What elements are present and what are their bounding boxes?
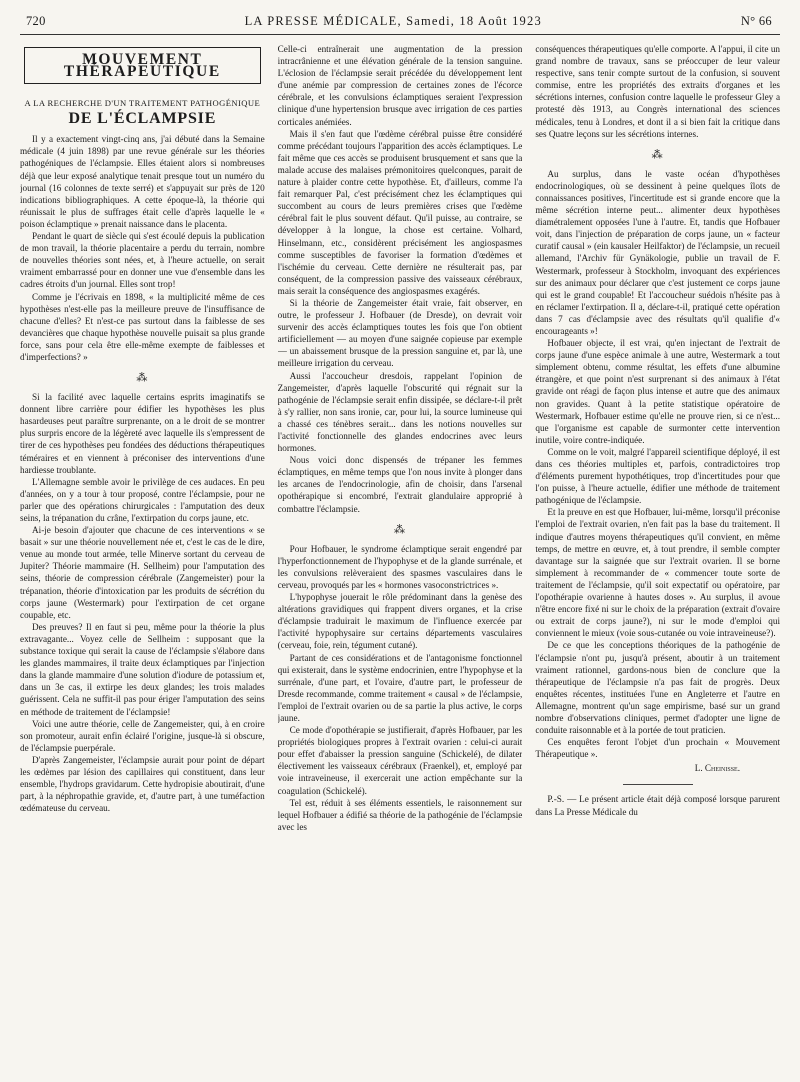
paragraph: Ce mode d'opothérapie se justifierait, d'après Hofbauer, par les propriétés biologiques propres à l'extrait ovarien : celui-ci aurait pour effet d'abaisser la pression sanguine (Schickelé), de dilater électivement les vaisseaux cérébraux (Fraenkel), et, employé par voie intraveineuse, il exercerait une action empêchante sur la coagulation (Schickelé).	[277, 725, 523, 796]
paragraph: conséquences thérapeutiques qu'elle comporte. A l'appui, il cite un grand nombre de travaux, sans se préoccuper de leur valeur respective, sans tenir compte surtout de la confusion, si souvent commise, entre les propriétés des extraits d'organes et les sécrétions internes, confusion contre laquelle le professeur Gley a protesté dès 1913, au Congrès international des sciences médicales, tenu à Londres, et dont il a si bien fait la critique dans ses Quatre leçons sur les sécrétions internes.	[535, 44, 781, 139]
paragraph: Hofbauer objecte, il est vrai, qu'en injectant de l'extrait de corps jaune d'une espèce animale à une autre, Westermark a tout simplement obtenu, comme résultat, les effets d'une albumine étrangère, et que point n'est surprenant si des animaux à l'état gravide ont réagi de façon plus intense et autre que des animaux non gravides. Quant à la petite statistique opératoire de Westermark, Hofbauer estime qu'elle ne prouve rien, si ce n'est... que l'organisme est capable de surmonter cette intervention inutile, voire contre-indiquée.	[535, 338, 781, 445]
paragraph: Au surplus, dans le vaste océan d'hypothèses endocrinologiques, où se dessinent à peine quelques îlots de connaissances positives, l'incertitude est si grande encore que la même sécrétion interne peut... alimenter deux hypothèses diamétralement opposées l'une à l'autre. Et, tandis que Hofbauer voit, dans l'injection de préparation de corps jaune, un « facteur curatif causal » (ein kausaler Heilfaktor) de l'éclampsie, un recueil allemand, l'Archiv für Gynäkologie, publie un travail de F. Westermark, professeur à Stockholm, invoquant des expériences sur des animaux pour déclarer que c'est justement ce corps jaune qui est le grand coupable! Et l'accoucheur suédois n'hésite pas à en réclamer l'extirpation. Il a, déclare-t-il, pratiqué cette opération dans 7 cas d'éclampsie avec des résultats qu'il qualifie d'« encourageants »!	[535, 168, 781, 336]
paragraph: Ai-je besoin d'ajouter que chacune de ces interventions « se basait » sur une théorie nouvellement née et, c'est le cas de le dire, venue au monde tout armée, telle Minerve sortant du cerveau de Jupiter? Théorie mammaire (H. Sellheim) pour l'amputation des seins, théorie de compression cérébrale (Zangemeister) pour la trépanation, théorie d'intoxication par les produits de sécrétion du corps jaune (Westermark) pour l'extirpation de cet organe coupable, etc.	[20, 525, 265, 620]
journal-dateline: LA PRESSE MÉDICALE, Samedi, 18 Août 1923	[244, 14, 542, 28]
paragraph: Si la théorie de Zangemeister était vraie, fait observer, en outre, le professeur J. Hofbauer (de Dresde), on devrait voir survenir des accès éclamptiques toutes les fois que l'on obtient artificiellement — au moyen d'une saignée copieuse par exemple — un abaissement brusque de la pression sanguine et, par là, une meilleure irrigation du cerveau.	[277, 297, 523, 369]
paragraph: Voici une autre théorie, celle de Zangemeister, qui, à en croire son promoteur, aurait enfin éclairé l'origine, jusque-là si obscure, de l'éclampsie puerpérale.	[20, 718, 265, 753]
running-header	[20, 14, 780, 35]
paragraph: Mais il s'en faut que l'œdème cérébral puisse être considéré comme précédant toujours l'apparition des accès éclamptiques. Le fait même que ces accès se produisent brusquement et sans que la malade accuse des malaises prémonitoires quelconques, parait de nature à plaider contre cette hypothèse. Et, d'ailleurs, comme l'a fait remarquer Pal, c'est précisément chez les éclamptiques qui succombent au cours de leurs premières crises que l'œdème cérébral fait le plus souvent défaut. Qu'il puisse, au contraire, se développer à la longue, la chose est certaine. Volhard, Hinselmann, etc., considèrent précisément les angiospasmes comme susceptibles de favoriser la formation d'œdèmes et l'ischémie du cerveau. Cette dernière ne résulterait pas, par conséquent, de la compression passive des vaisseaux cérébraux, mais serait la conséquence des angiospasmes exagérés.	[277, 128, 523, 296]
divider	[623, 784, 693, 785]
paragraph: Ces enquêtes feront l'objet d'un prochain « Mouvement Thérapeutique ».	[535, 737, 781, 760]
section-separator: ⁂	[136, 372, 149, 385]
paragraph: D'après Zangemeister, l'éclampsie aurait pour point de départ les œdèmes par lésion des capillaires qui constituent, dans leur ensemble, l'hydrops gravidarum. Cette hydropisie aboutirait, d'une part, à la néphropathie gravide, et, d'autre part, à une tuméfaction œdémateuse du cerveau.	[20, 754, 265, 814]
article-kicker: A LA RECHERCHE D'UN TRAITEMENT PATHOGÉNIQUE	[24, 98, 261, 109]
article-title: DE L'ÉCLAMPSIE	[68, 110, 217, 128]
column-1	[20, 43, 265, 1073]
author-signature: L. Cheinisse.	[694, 763, 741, 774]
section-separator: ⁂	[394, 523, 406, 536]
rubric-title: MOUVEMENT THÉRAPEUTIQUE	[24, 47, 261, 84]
section-separator: ⁂	[651, 148, 664, 161]
paragraph: Si la facilité avec laquelle certains esprits imaginatifs se donnent libre carrière pour édifier les hypothèses les plus hasardeuses peut paraître surprenante, on a le droit de se montrer plus surpris encore de la légèreté avec laquelle ils s'empressent de tirer de ces hypothèses peu fondées des déductions thérapeutiques téméraires et en viennent à préconiser des interventions d'une hardiesse troublante.	[20, 392, 265, 475]
column-3	[535, 43, 780, 1073]
paragraph: Il y a exactement vingt-cinq ans, j'ai débuté dans la Semaine médicale (4 juin 1898) par une revue générale sur les théories pathogéniques de l'éclampsie. Elles étaient alors si nombreuses déjà que leur exposé analytique tenait presque tout un numéro du journal (16 colonnes de texte serré) et s'appuyait sur près de 120 indications bibliographiques. A cette époque-là, la théorie qui réunissait le plus de suffrages était celle d'après laquelle le « poison éclamptique » prenait naissance dans le placenta.	[20, 134, 265, 229]
paragraph: Celle-ci entraînerait une augmentation de la pression intracrânienne et une élévation générale de la tension sanguine. L'éclosion de l'éclampsie serait précédée du développement lent d'une anémie par compression de certaines zones de l'écorce cérébrale, et les convulsions éclamptiques seraient l'expression clinique d'une hypertension brusque avec irrigation de ces parties corticales anémiées.	[277, 44, 523, 127]
paragraph: Et la preuve en est que Hofbauer, lui-même, lorsqu'il préconise l'emploi de l'extrait ovarien, n'en fait pas la base du traitement. Il indique d'autres moyens thérapeutiques qu'il convient, en même temps, de mettre en œuvre, et, à tout prendre, il semble compter davantage sur la saignée que sur l'extrait ovarien. Il se borne simplement à recommander de « commencer toute sorte de traitement de l'éclampsie, qu'il soit expectatif ou opératoire, par l'opothérapie ovarienne à hautes doses ». Au surplus, il avoue n'être encore fixé ni sur le choix de la préparation (extrait d'ovaire ou extrait de corps jaune?), ni sur le mode d'emploi qui conviennent le mieux (voie sous-cutanée ou voie intraveineuse?).	[535, 507, 781, 639]
paragraph: Pendant le quart de siècle qui s'est écoulé depuis la publication de mon travail, la théorie placentaire a perdu du terrain, nombre de nouvelles théories sont nées, et, à l'heure actuelle, on serait vraiment embarrassé pour en donner une vue d'ensemble dans les cadres étroits d'un journal. Elles sont trop!	[20, 231, 265, 290]
paragraph: Partant de ces considérations et de l'antagonisme fonctionnel qui existerait, dans le système endocrinien, entre l'hypophyse et la surrénale, d'une part, et l'ovaire, d'autre part, le professeur de Dresde recommande, comme traitement « causal » de l'éclampsie, l'emploi de l'extrait ovarien ou de sa partie la plus active, le corps jaune.	[277, 652, 523, 723]
paragraph: Tel est, réduit à ses éléments essentiels, le raisonnement sur lequel Hofbauer a édifié sa théorie de la pathogénie de l'éclampsie avec les	[277, 797, 523, 832]
paragraph: Nous voici donc dispensés de trépaner les femmes éclamptiques, en même temps que l'on nous invite à plonger dans les arcanes de l'endocrinologie, afin de choisir, dans l'arsenal opothérapique si encombré, l'extrait glandulaire approprié à combattre l'éclampsie.	[277, 455, 523, 514]
paragraph: Des preuves? Il en faut si peu, même pour la théorie la plus extravagante... Voyez celle de Sellheim : supposant que la substance toxique qui serait la cause de l'éclampsie s'élabore dans les glandes mammaires, il traite deux éclamptiques par l'injection dans la glande mammaire d'une solution d'iodure de potassium et, dans un 3e cas, il extirpe les deux glandes; les trois malades guérissent. Cela ne suffit-il pas pour ériger l'amputation des seins en méthode de traitement de l'éclampsie!	[20, 621, 265, 717]
page-number: 720	[26, 14, 46, 28]
postscript: P.-S. — Le présent article était déjà composé lorsque parurent dans La Presse Médicale du	[535, 794, 781, 817]
paragraph: Comme je l'écrivais en 1898, « la multiplicité même de ces hypothèses n'est-elle pas la meilleure preuve de l'insuffisance de chacune d'elles? Et n'est-ce pas surtout dans la faiblesse de ses devancières que chaque hypothèse nouvelle puisait sa plus grande force, sans pour cela être elle-même exempte de faiblesses et d'imperfections? »	[20, 291, 265, 362]
paragraph: Comme on le voit, malgré l'appareil scientifique déployé, il est dans ces théories multiples et, parfois, contradictoires trop d'éléments purement hypothétiques, trop d'incertitudes pour que l'on puisse, à l'heure actuelle, édifier une méthode de traitement pathogénique de l'éclampsie.	[535, 446, 781, 506]
article-columns	[20, 43, 780, 1073]
paragraph: L'hypophyse jouerait le rôle prédominant dans la genèse des altérations gravidiques qui frappent divers organes, et la crise d'éclampsie traduirait le maximum de l'influence exercée par l'activité hypophysaire sur certains départements vasculaires (cerveau, foie, rein, tégument cutané).	[277, 592, 523, 651]
paragraph: De ce que les conceptions théoriques de la pathogénie de l'éclampsie n'ont pu, jusqu'à présent, aboutir à un traitement vraiment rationnel, gardons-nous bien de conclure que la thérapeutique de l'éclampsie n'a pas fait de progrès. Deux enquêtes récentes, instituées l'une en Angleterre et l'autre en Allemagne, montrent qu'un sage empirisme, basé sur un grand nombre d'observations cliniques, permet d'adopter une ligne de conduite raisonnable et à la portée de tout praticien.	[535, 640, 781, 736]
paragraph: Pour Hofbauer, le syndrome éclamptique serait engendré par l'hyperfonctionnement de l'hypophyse et de la glande surrénale, et les convulsions relèveraient des spasmes vasculaires dans le cerveau, provoqués par les « hormones vasoconstrictrices ».	[277, 543, 523, 590]
issue-number: N° 66	[740, 14, 772, 28]
column-2	[278, 43, 523, 1073]
paragraph: L'Allemagne semble avoir le privilège de ces audaces. En peu d'années, on y a tour à tour proposé, contre l'éclampsie, pour ne parler que des opérations chirurgicales : l'amputation des deux seins, la trépanation du crâne, l'extirpation du corps jaune, etc.	[20, 476, 265, 523]
paragraph: Aussi l'accoucheur dresdois, rappelant l'opinion de Zangemeister, d'après laquelle l'obscurité qui régnait sur la pathogénie de l'éclampsie serait enfin dissipée, se déclare-t-il prêt à s'y rallier, non sans ironie, car, pour lui, la source lumineuse qui a chassé ces ténèbres serait... dans les notions nouvelles sur l'activité fonctionnelle des glandes endocrines avec leurs hormones.	[277, 370, 523, 454]
